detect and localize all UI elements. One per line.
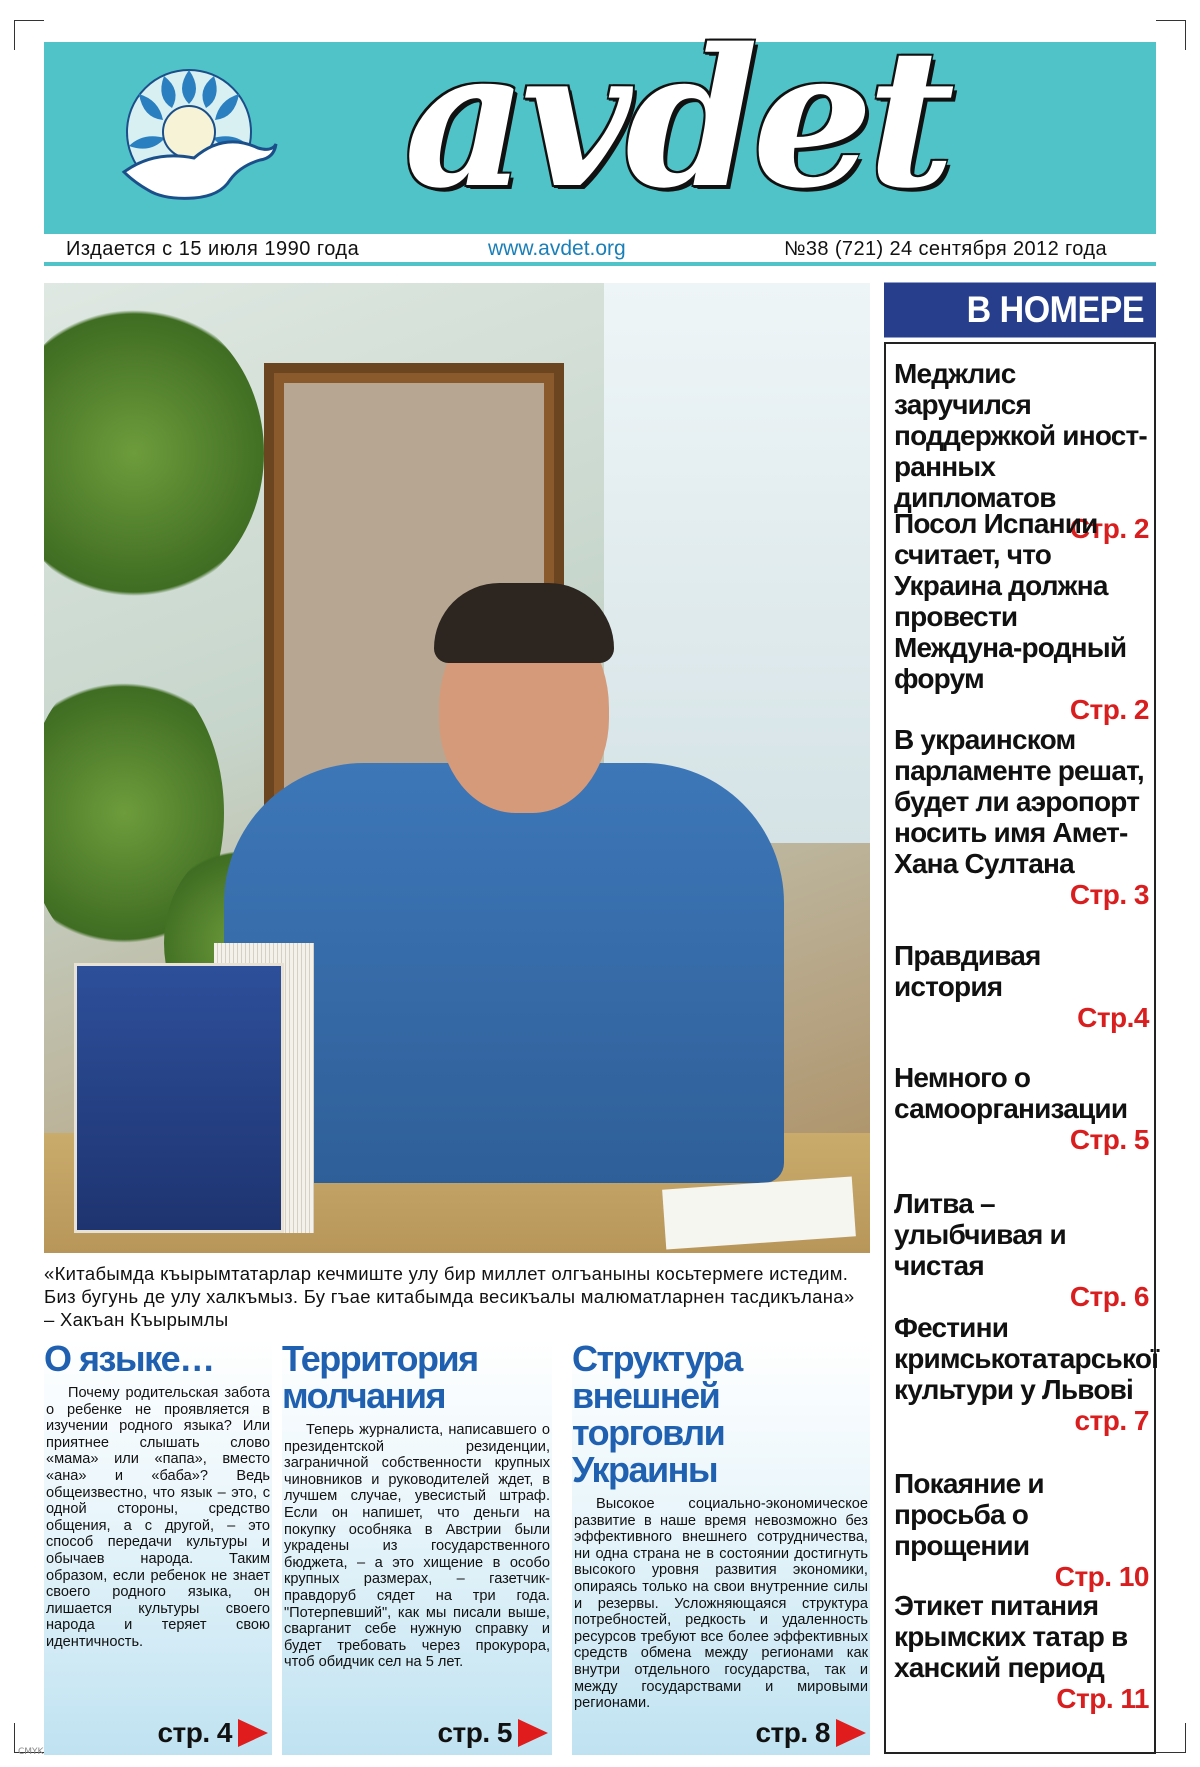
arrow-right-icon: [518, 1719, 548, 1747]
toc-item-page: Стр.4: [1077, 1002, 1149, 1033]
toc-item-title: Фестини кримськотатарської культури у Львові: [894, 1312, 1159, 1405]
newspaper-logo-wordmark: avdet: [404, 7, 950, 230]
front-page-photo: [44, 283, 870, 1253]
toc-item-page: Стр. 6: [1069, 1281, 1149, 1312]
arrow-right-icon: [238, 1719, 268, 1747]
toc-item-title: Немного о самоорганизации: [894, 1062, 1128, 1124]
photo-plant: [44, 303, 264, 603]
in-this-issue-sidebar: [884, 342, 1159, 1754]
crop-mark-top-right: [1156, 20, 1186, 50]
article-body: Почему родительская забота о ребенке не проявляется в изучении родного языка? Или приятнее слышать слово «мама» или «папа», вместо «ана» и «баба»? Ведь общеизвестно, что язык – это, с одной стороны, средство общения, а с другой, – это способ передачи культуры и обычаев народа. Таким образом, если ребенок не знает своего родного языка, он лишается культуры своего народа и теряет свою идентичность.: [46, 1385, 270, 1650]
toc-item-page: Стр. 3: [1069, 879, 1149, 910]
toc-item-title: Меджлис заручился поддержкой иност-ранных дипломатов: [894, 358, 1147, 513]
article-body: Высокое социально-экономическое развитие в наше время невозможно без эффективного внешнего сотрудничества, ни одна страна не в состоянии достигнуть высокого уровня развития экономики, опираясь только на свои внутренние силы и резервы. Усложняющаяся структура потребностей, редкость и удаленность ресурсов требуют все более эффективных средств обмена между регионами как внутри отдельного государства, так и между государствами и мировыми регионами.: [574, 1496, 868, 1712]
article-teaser[interactable]: [44, 1340, 272, 1755]
photo-caption: «Китабымда къырымтатарлар кечмиште улу бир миллет олгъаныны косьтермеге истедим. Биз бугунь де улу халкъмыз. Бу гъае китабымда весикъалы малюматларнен тасдикълана» – Хакъан Къырымлы: [44, 1263, 855, 1330]
toc-item[interactable]: [894, 508, 1149, 726]
toc-item-title: Посол Испании считает, что Украина должна провести Междуна-родный форум: [894, 508, 1127, 694]
toc-item[interactable]: [894, 1188, 1149, 1313]
article-page-link[interactable]: [437, 1717, 548, 1749]
article-title: Территория молчания: [282, 1338, 478, 1416]
cmyk-print-mark: CMYK: [18, 1747, 44, 1757]
article-title: Структура внешней торговли Украины: [572, 1338, 742, 1490]
toc-item-page: Стр. 2: [1069, 694, 1149, 725]
crop-mark-bottom-right: [1156, 1723, 1186, 1753]
article-page-ref: стр. 4: [157, 1717, 232, 1748]
toc-item-page: стр. 7: [1074, 1405, 1149, 1436]
toc-item-title: Покаяние и просьба о прощении: [894, 1468, 1044, 1561]
toc-item-title: Литва – улыбчивая и чистая: [894, 1188, 1066, 1281]
dateline-bar: [44, 236, 1156, 266]
toc-item-page: Стр. 10: [1054, 1561, 1149, 1592]
article-teaser[interactable]: [572, 1340, 870, 1755]
article-page-link[interactable]: [755, 1717, 866, 1749]
in-this-issue-heading: В НОМЕРЕ: [884, 283, 1156, 338]
article-body: Теперь журналиста, написавшего о президентской резиденции, заграничной собственности крупных чиновников и руководителей ждет, в лучшем случае, увесистый штраф. Если он напишет, что деньги на покупку особняка в Австрии были украдены из государственного бюджета, – а это хищение в особо крупных размерах, – газетчик-правдоруб сядет на три года. "Потерпевший", как мы писали выше, сварганит себе нужную справку и будет требовать через прокурора, чтоб обидчик сел на 5 лет.: [284, 1422, 550, 1671]
photo-window-area: [604, 283, 870, 843]
crop-mark-top-left: [14, 20, 44, 50]
article-page-link[interactable]: [157, 1717, 268, 1749]
photo-book-cover: [74, 963, 284, 1233]
article-title: О языке…: [44, 1338, 214, 1379]
toc-item-title: В украинском парламенте решат, будет ли аэропорт носить имя Амет-Хана Султана: [894, 724, 1144, 879]
sun-horse-logo-icon: [94, 54, 284, 224]
toc-item[interactable]: [894, 724, 1149, 911]
toc-item[interactable]: [894, 1312, 1159, 1437]
toc-item[interactable]: [894, 1590, 1149, 1715]
toc-item-title: Этикет питания крымских татар в ханский период: [894, 1590, 1128, 1683]
toc-item-title: Правдивая история: [894, 940, 1041, 1002]
website-link[interactable]: www.avdet.org: [488, 237, 626, 260]
masthead: [44, 7, 1156, 234]
toc-item-page: Стр. 5: [1069, 1124, 1149, 1155]
issue-number-date: №38 (721) 24 сентября 2012 года: [784, 237, 1107, 260]
toc-item[interactable]: [894, 940, 1149, 1034]
toc-item[interactable]: [894, 1062, 1149, 1156]
toc-item-page: Стр. 2: [1069, 513, 1149, 544]
article-teaser[interactable]: [282, 1340, 552, 1755]
article-page-ref: стр. 5: [437, 1717, 512, 1748]
photo-person-hair: [434, 583, 614, 663]
arrow-right-icon: [836, 1719, 866, 1747]
toc-item[interactable]: [894, 1468, 1149, 1593]
article-page-ref: стр. 8: [755, 1717, 830, 1748]
toc-item-page: Стр. 11: [1056, 1683, 1149, 1714]
publication-since: Издается с 15 июля 1990 года: [66, 237, 360, 260]
